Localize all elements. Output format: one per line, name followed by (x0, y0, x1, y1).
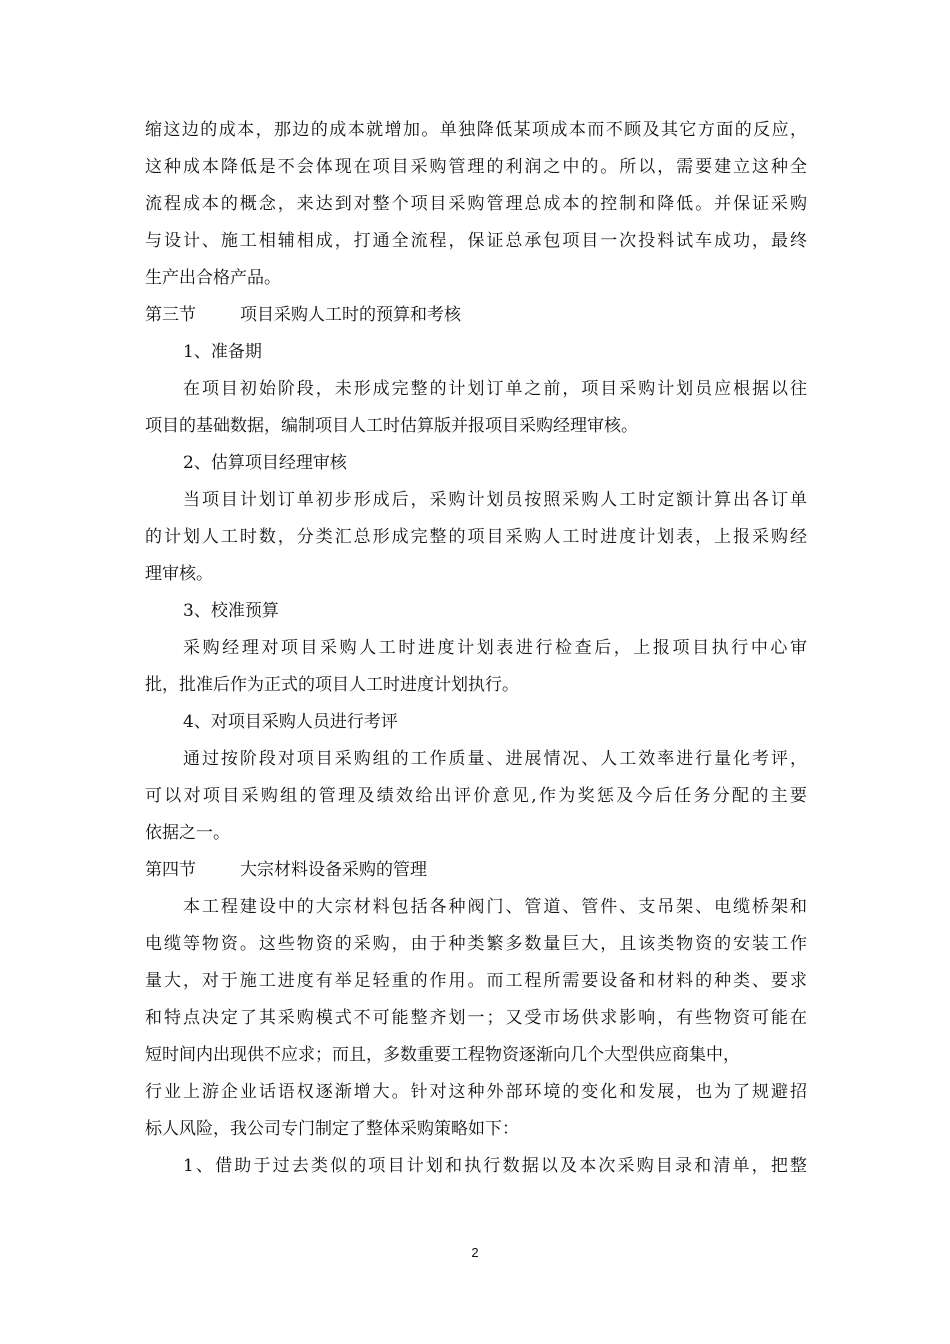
section-heading (145, 297, 807, 334)
text-line: 量大，对于施工进度有举足轻重的作用。而工程所需要设备和材料的种类、要求 (145, 971, 807, 991)
text-line: 生产出合格产品。 (145, 268, 281, 288)
text-line: 采购经理对项目采购人工时进度计划表进行检查后，上报项目执行中心审 (183, 638, 807, 658)
text-line: 批，批准后作为正式的项目人工时进度计划执行。 (145, 675, 519, 695)
text-line: 流程成本的概念，来达到对整个项目采购管理总成本的控制和降低。并保证采购 (145, 194, 807, 214)
text-line: 的计划人工时数，分类汇总形成完整的项目采购人工时进度计划表，上报采购经 (145, 527, 807, 547)
text-line: 这种成本降低是不会体现在项目采购管理的利润之中的。所以，需要建立这种全 (145, 157, 807, 177)
text-line: 本工程建设中的大宗材料包括各种阀门、管道、管件、支吊架、电缆桥架和 (183, 897, 807, 917)
text-line: 通过按阶段对项目采购组的工作质量、进展情况、人工效率进行量化考评， (183, 749, 807, 769)
text-line: 标人风险，我公司专门制定了整体采购策略如下： (145, 1119, 519, 1139)
section-heading (145, 852, 807, 889)
text-line: 短时间内出现供不应求；而且，多数重要工程物资逐渐向几个大型供应商集中， (145, 1045, 740, 1065)
text-line: 在项目初始阶段，未形成完整的计划订单之前，项目采购计划员应根据以往 (183, 379, 807, 399)
text-line: 依据之一。 (145, 823, 230, 843)
text-line: 项目的基础数据，编制项目人工时估算版并报项目采购经理审核。 (145, 416, 638, 436)
text-line: 2、估算项目经理审核 (183, 453, 347, 473)
text-line: 可以对项目采购组的管理及绩效给出评价意见,作为奖惩及今后任务分配的主要 (145, 786, 807, 806)
text-line: 电缆等物资。这些物资的采购，由于种类繁多数量巨大，且该类物资的安装工作 (145, 934, 807, 954)
text-line: 4、对项目采购人员进行考评 (183, 712, 398, 732)
section-number: 第四节 (145, 860, 196, 880)
text-line: 3、校准预算 (183, 601, 279, 621)
page-number: 2 (471, 1245, 479, 1260)
text-line: 缩这边的成本，那边的成本就增加。单独降低某项成本而不顾及其它方面的反应， (145, 120, 807, 140)
text-line: 理审核。 (145, 564, 213, 584)
section-title: 大宗材料设备采购的管理 (240, 860, 427, 880)
section-title: 项目采购人工时的预算和考核 (240, 305, 461, 325)
text-line: 和特点决定了其采购模式不可能整齐划一；又受市场供求影响，有些物资可能在 (145, 1008, 807, 1028)
text-line: 1、借助于过去类似的项目计划和执行数据以及本次采购目录和清单，把整 (183, 1156, 807, 1176)
document-body (145, 112, 807, 1185)
text-line: 1、准备期 (183, 342, 262, 362)
section-number: 第三节 (145, 305, 196, 325)
text-line: 行业上游企业话语权逐渐增大。针对这种外部环境的变化和发展，也为了规避招 (145, 1082, 807, 1102)
text-line: 当项目计划订单初步形成后，采购计划员按照采购人工时定额计算出各订单 (183, 490, 807, 510)
text-line: 与设计、施工相辅相成，打通全流程，保证总承包项目一次投料试车成功，最终 (145, 231, 807, 251)
